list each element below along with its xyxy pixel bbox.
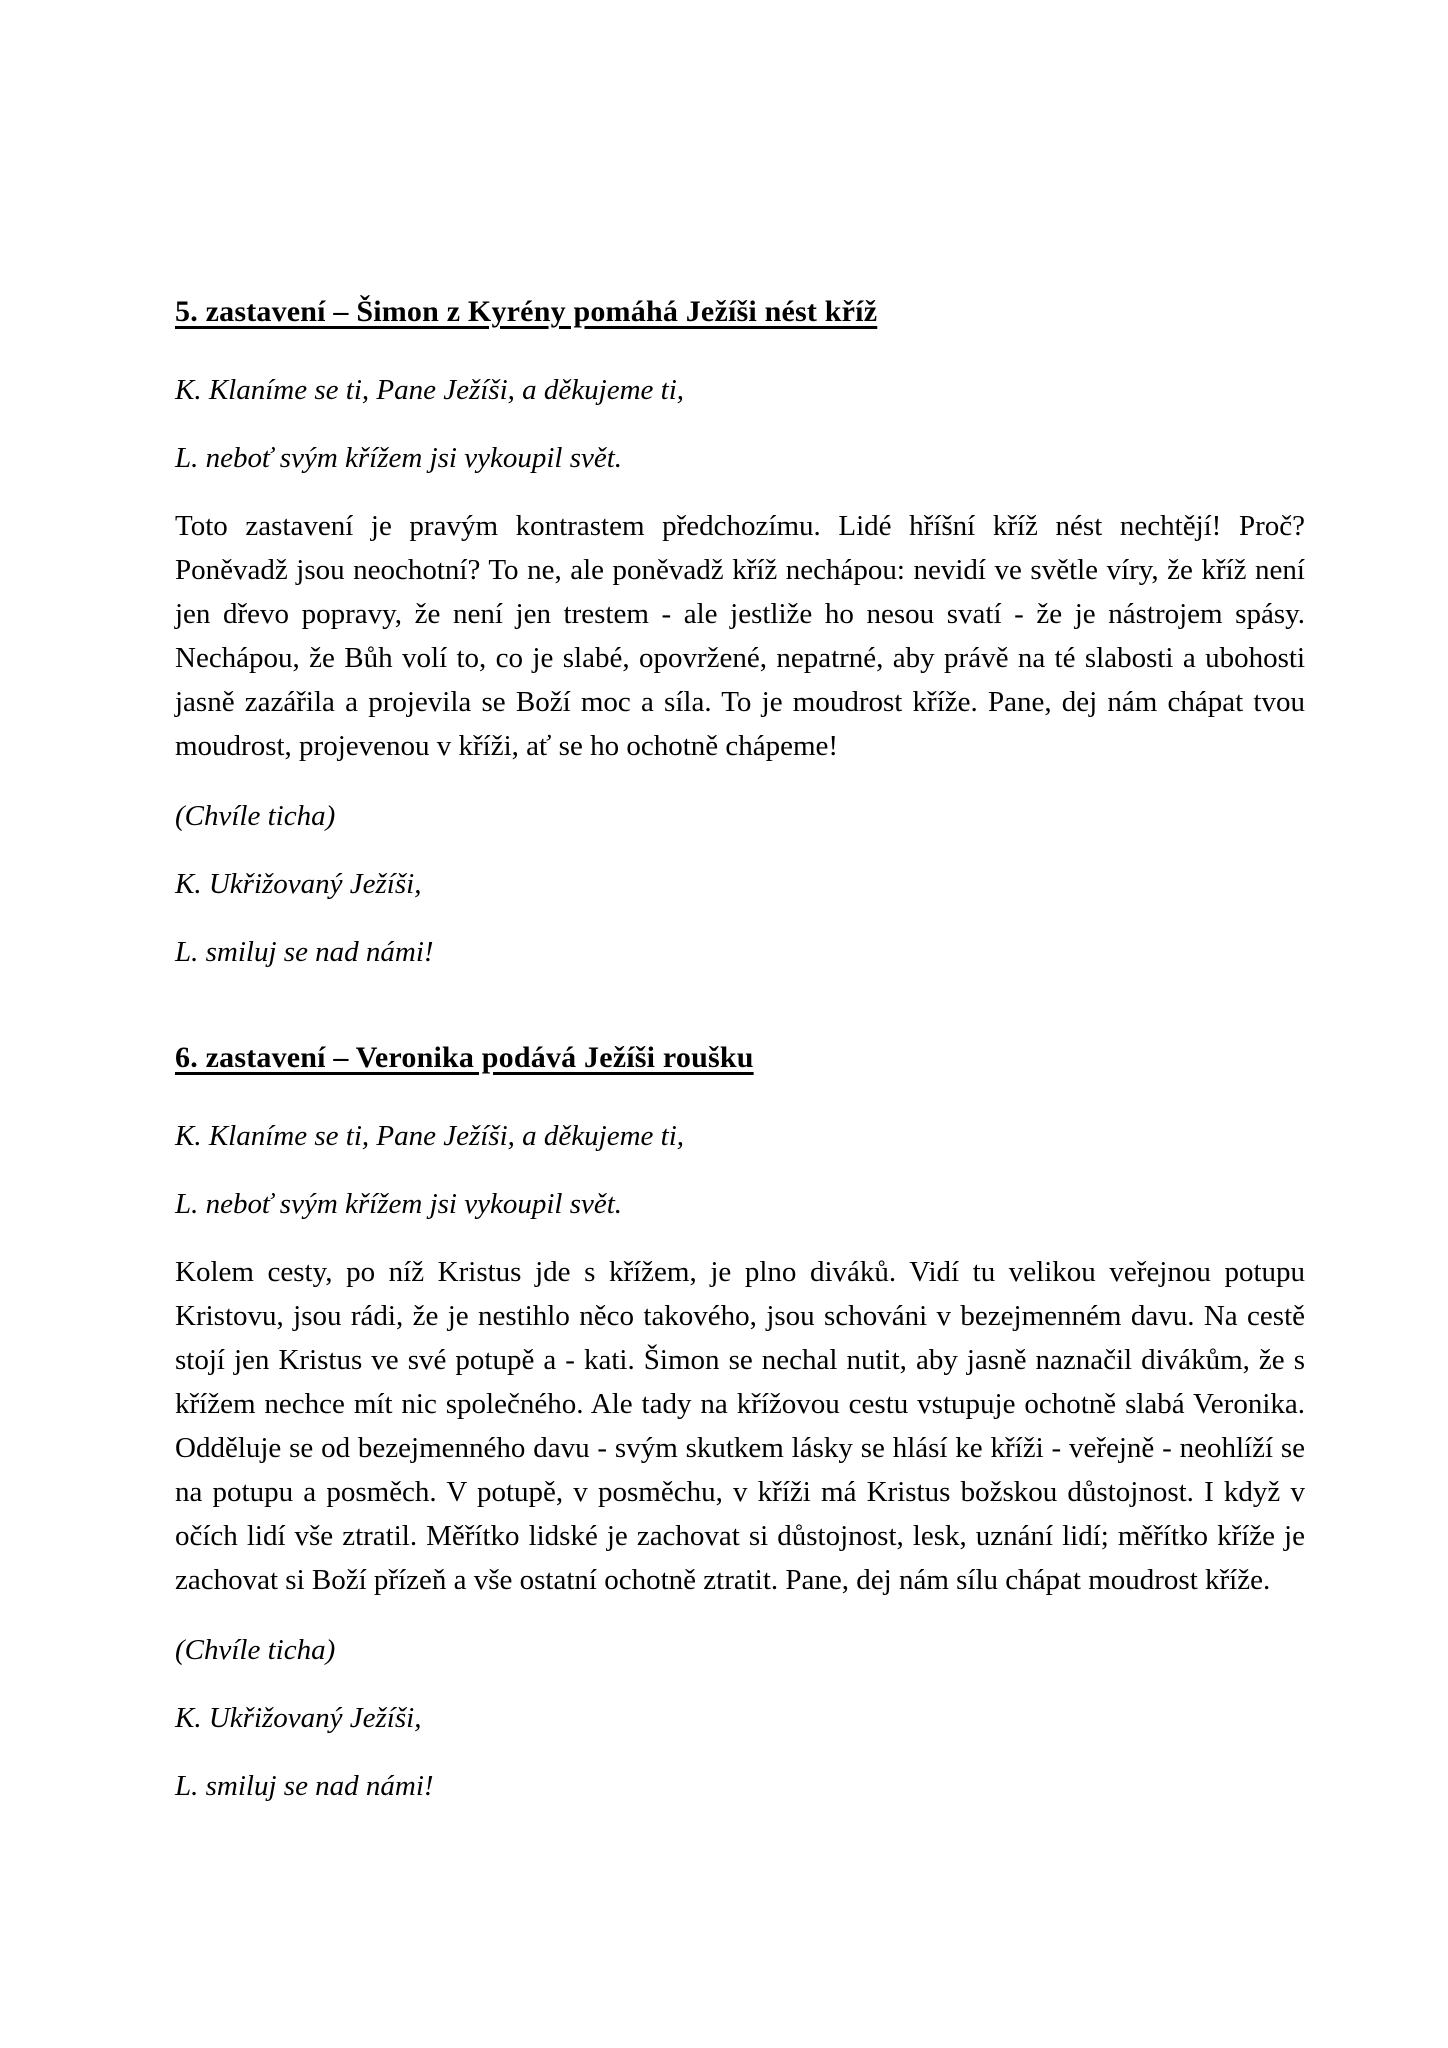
station-6-adoration-versicle: K. Klaníme se ti, Pane Ježíši, a děkujeme ti, [175, 1120, 685, 1152]
station-6-heading-text: 6. zastavení – Veronika podává Ježíši roušku [175, 1041, 754, 1074]
station-5-invocation: K. Ukřižovaný Ježíši, [175, 868, 422, 900]
station-5-meditation-paragraph: Toto zastavení je pravým kontrastem předchozímu. Lidé hříšní kříž nést nechtějí! Proč? Poněvadž jsou neochotní? To ne, ale poněvadž kříž nechápou: nevidí ve světle víry, že kříž není jen dřevo popravy, že není jen trestem - ale jestliže ho nesou svatí - že je nástrojem spásy. Nechápou, že Bůh volí to, co je slabé, opovržené, nepatrné, aby právě na té slabosti a ubohosti jasně zazářila a projevila se Boží moc a síla. To je moudrost kříže. Pane, dej nám chápat tvou moudrost, projevenou v kříži, ať se ho ochotně chápeme! [175, 510, 1305, 762]
station-5-adoration-response: L. neboť svým křížem jsi vykoupil svět. [175, 442, 623, 474]
station-section-5 [175, 290, 1305, 974]
station-5-adoration-versicle: K. Klaníme se ti, Pane Ježíši, a děkujeme ti, [175, 374, 685, 406]
station-5-invocation-response: L. smiluj se nad námi! [175, 936, 434, 968]
station-6-heading [175, 1036, 1305, 1080]
station-5-heading [175, 290, 1305, 334]
station-6-silence-note: (Chvíle ticha) [175, 1634, 336, 1666]
station-6-invocation: K. Ukřižovaný Ježíši, [175, 1702, 422, 1734]
station-section-6 [175, 1036, 1305, 1808]
station-5-heading-text: 5. zastavení – Šimon z Kyrény pomáhá Ježíši nést kříž [175, 295, 878, 328]
station-5-silence-note: (Chvíle ticha) [175, 800, 336, 832]
station-6-meditation-paragraph: Kolem cesty, po níž Kristus jde s křížem, je plno diváků. Vidí tu velikou veřejnou potupu Kristovu, jsou rádi, že je nestihlo něco takového, jsou schováni v bezejmenném davu. Na cestě stojí jen Kristus ve své potupě a - kati. Šimon se nechal nutit, aby jasně naznačil divákům, že s křížem nechce mít nic společného. Ale tady na křížovou cestu vstupuje ochotně slabá Veronika. Odděluje se od bezejmenného davu - svým skutkem lásky se hlásí ke kříži - veřejně - neohlíží se na potupu a posměch. V potupě, v posměchu, v kříži má Kristus božskou důstojnost. I když v očích lidí vše ztratil. Měřítko lidské je zachovat si důstojnost, lesk, uznání lidí; měřítko kříže je zachovat si Boží přízeň a vše ostatní ochotně ztratit. Pane, dej nám sílu chápat moudrost kříže. [175, 1256, 1305, 1596]
station-6-invocation-response: L. smiluj se nad námi! [175, 1770, 434, 1802]
station-6-adoration-response: L. neboť svým křížem jsi vykoupil svět. [175, 1188, 623, 1220]
